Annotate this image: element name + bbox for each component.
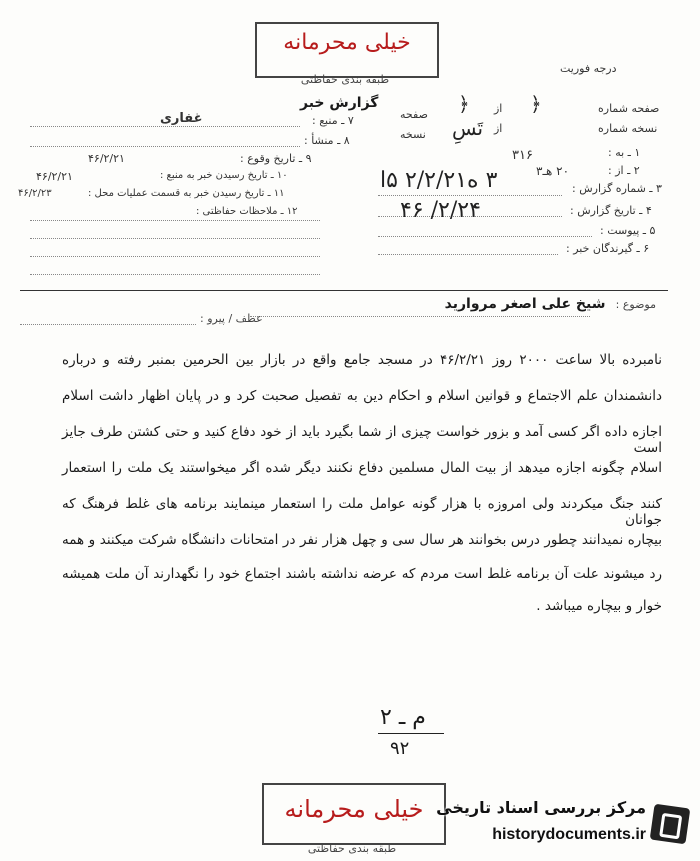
copy-unit-label: نسخه — [400, 128, 426, 141]
body-line-8: خوار و بیچاره میباشد . — [536, 598, 662, 614]
field-recipients-label: ۶ ـ گیرندگان خبر : — [566, 242, 650, 255]
field-report-date-label: ۴ ـ تاریخ گزارش : — [570, 204, 652, 217]
body-line-4: اسلام چگونه اجازه میدهد از بیت المال مسلمین دفاع نکنند دیگر شده اگر میخواستند یک ملت را استعمار — [62, 460, 662, 476]
stamp-top-text: خیلی محرمانه — [283, 30, 411, 55]
field-origin-label: ۸ ـ منشأ : — [304, 134, 350, 147]
field-event-date-label: ۹ ـ تاریخ وقوع : — [240, 152, 312, 165]
subject-label: موضوع : — [615, 298, 656, 311]
field-source-value: غفاری — [160, 111, 203, 126]
report-title: گزارش خبر — [300, 95, 379, 111]
subject-line — [250, 296, 656, 312]
body-line-5: کنند جنگ میکردند ولی امروزه با هزار گونه عوامل ملت را استعمار مینمایند برنامه های غلط فرهنگ که جوانان — [62, 496, 662, 528]
field-from-label: ۲ ـ از : — [608, 164, 640, 177]
field-received-source-value: ۴۶/۲/۲۱ — [36, 170, 73, 183]
field-received-source-label: ۱۰ ـ تاریخ رسیدن خبر به منبع : — [160, 170, 288, 181]
handwritten-note-2: ۹۲ — [390, 738, 410, 759]
reference-label: عطف / پیرو : — [200, 312, 263, 325]
hand-report-number: ۳ ه۲/۲/۲۱ ۵ا — [380, 168, 498, 193]
hand-report-date: ۴۶ /۲/۲۴ — [400, 198, 481, 223]
archive-watermark — [402, 798, 692, 858]
handwritten-note-1: م ـ ۲ — [380, 705, 426, 730]
field-report-number-label: ۳ ـ شماره گزارش : — [572, 182, 662, 195]
field-received-ops-value: ۴۶/۲/۲۳ — [18, 188, 52, 199]
subject-value: شیخ علی اصغر مروارید — [444, 296, 606, 312]
field-to-value: ۳۱۶ — [512, 148, 533, 163]
body-line-1: نامبرده بالا ساعت ۲۰۰۰ روز ۴۶/۲/۲۱ در مسجد جامع واقع در بازار بین الحرمین بمنبر رفته و درباره — [62, 352, 663, 368]
classification-stamp-top — [255, 22, 439, 78]
stamp-bottom-subtitle: طبقه بندی حفاظتی — [307, 842, 397, 855]
field-attachment-label: ۵ ـ پیوست : — [600, 224, 656, 237]
field-from-value: ۲۰ هـ۳ — [536, 164, 570, 178]
field-source-label: ۷ ـ منبع : — [312, 114, 354, 127]
field-event-date-value: ۴۶/۲/۲۱ — [88, 152, 125, 165]
copy-number-label: نسخه شماره — [598, 122, 658, 135]
field-to-label: ۱ ـ به : — [608, 146, 641, 159]
page-of-label: از — [494, 102, 503, 115]
stamp-bottom-text: خیلی محرمانه — [284, 795, 424, 823]
handwritten-underline — [378, 733, 444, 734]
page-total-hand: ﴿ — [458, 92, 470, 116]
archive-logo-icon — [650, 804, 691, 845]
page-number-label: صفحه شماره — [598, 102, 660, 115]
body-line-7: رد میشوند علت آن برنامه غلط است مردم که عرضه نداشته باشند اجتماع خود را نگهدارند آن ملت همیشه — [62, 566, 662, 582]
header-separator — [20, 290, 668, 291]
page-unit-label: صفحه — [400, 108, 428, 121]
field-security-notes-label: ۱۲ ـ ملاحظات حفاظتی : — [196, 206, 298, 217]
copy-of-label: از — [494, 122, 503, 135]
field-received-ops-label: ۱۱ ـ تاریخ رسیدن خبر به قسمت عملیات محل : — [88, 188, 285, 199]
page-number-hand: ﴿ — [530, 92, 542, 116]
copy-number-hand: تَسِ — [452, 116, 484, 140]
watermark-url: historydocuments.ir — [492, 826, 646, 843]
stamp-top-subtitle: طبقه بندی حفاظتی — [300, 73, 390, 86]
body-line-3: اجازه داده اگر کسی آمد و بزور خواست چیزی از شما بگیرد باید از خود دفاع کنید و حتی کشتن طرف جایز است — [62, 424, 662, 456]
body-line-2: دانشمندان علم الاجتماع و قوانین اسلام و احکام دین به تفصیل صحبت کرد و در پایان اظهار داشت اسلام — [62, 388, 662, 404]
watermark-text: مرکز بررسی اسناد تاریخی — [436, 798, 646, 817]
body-line-6: بیچاره نمیدانند چطور درس بخوانند هر سال سی و چهل هزار نفر در امتحانات دانشگاه شرکت میکنند و همه — [62, 532, 662, 548]
priority-label: درجه فوریت — [560, 62, 617, 75]
